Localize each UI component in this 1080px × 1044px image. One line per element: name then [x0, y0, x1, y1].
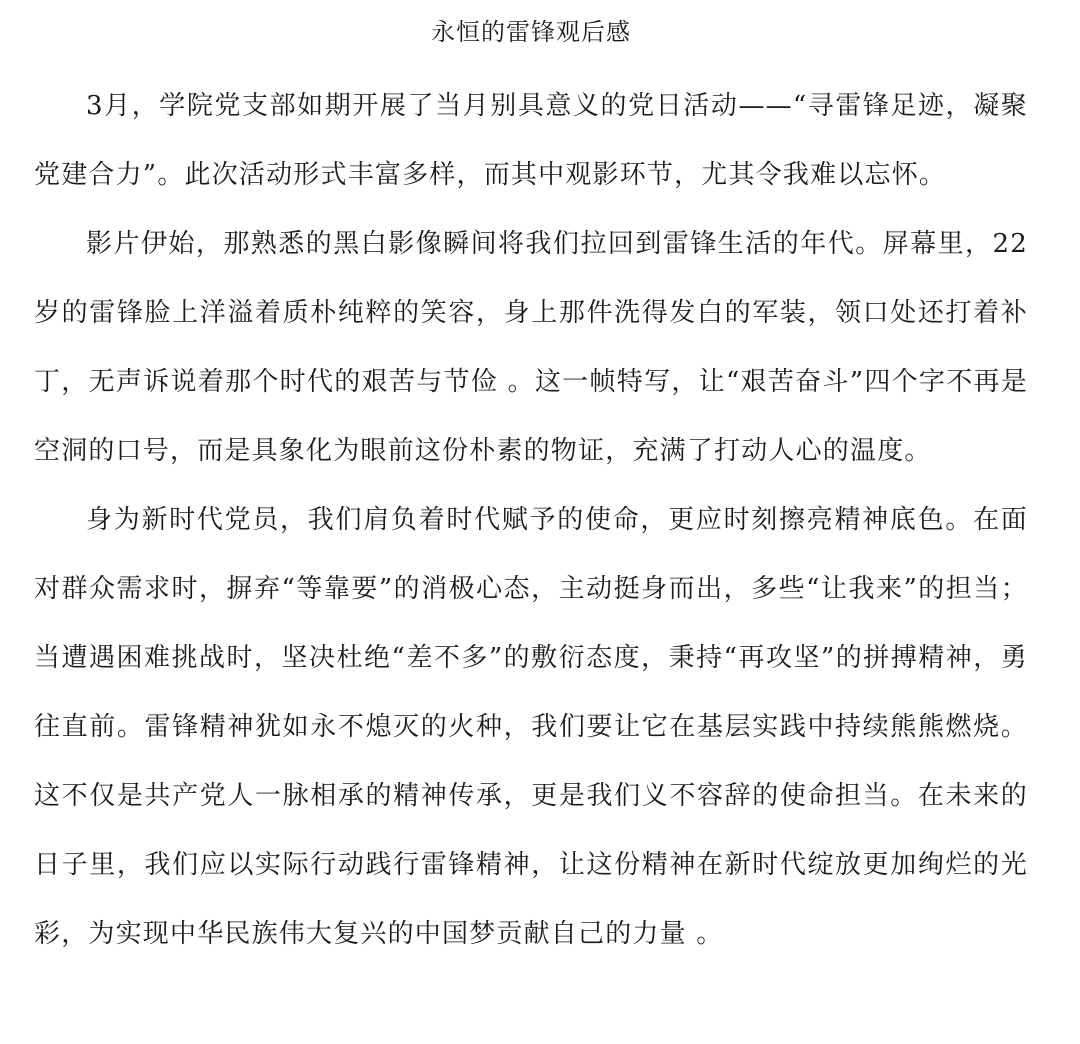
paragraph-activity-intro: 3月，学院党支部如期开展了当月别具意义的党日活动——“寻雷锋足迹，凝聚党建合力”。此次活动形式丰富多样，而其中观影环节，尤其令我难以忘怀。 — [34, 91, 1028, 190]
paragraph-film-description: 影片伊始，那熟悉的黑白影像瞬间将我们拉回到雷锋生活的年代。屏幕里，22 岁的雷锋脸上洋溢着质朴纯粹的笑容，身上那件洗得发白的军装，领口处还打着补丁，无声诉说着那个时代的艰苦与节俭 。这一帧特写，让“艰苦奋斗”四个字不再是空洞的口号，而是具象化为眼前这份朴素的物证，充满了打动人心的温度。 — [34, 229, 1028, 466]
paragraph-reflection: 身为新时代党员，我们肩负着时代赋予的使命，更应时刻擦亮精神底色。在面对群众需求时，摒弃“等靠要”的消极心态，主动挺身而出，多些“让我来”的担当；当遭遇困难挑战时，坚决杜绝“差不多”的敷衍态度，秉持“再攻坚”的拼搏精神，勇往直前。雷锋精神犹如永不熄灭的火种，我们要让它在基层实践中持续熊熊燃烧。这不仅是共产党人一脉相承的精神传承，更是我们义不容辞的使命担当。在未来的日子里，我们应以实际行动践行雷锋精神，让这份精神在新时代绽放更加绚烂的光彩，为实现中华民族伟大复兴的中国梦贡献自己的力量 。 — [34, 505, 1028, 949]
document-title: 永恒的雷锋观后感 — [431, 18, 631, 46]
